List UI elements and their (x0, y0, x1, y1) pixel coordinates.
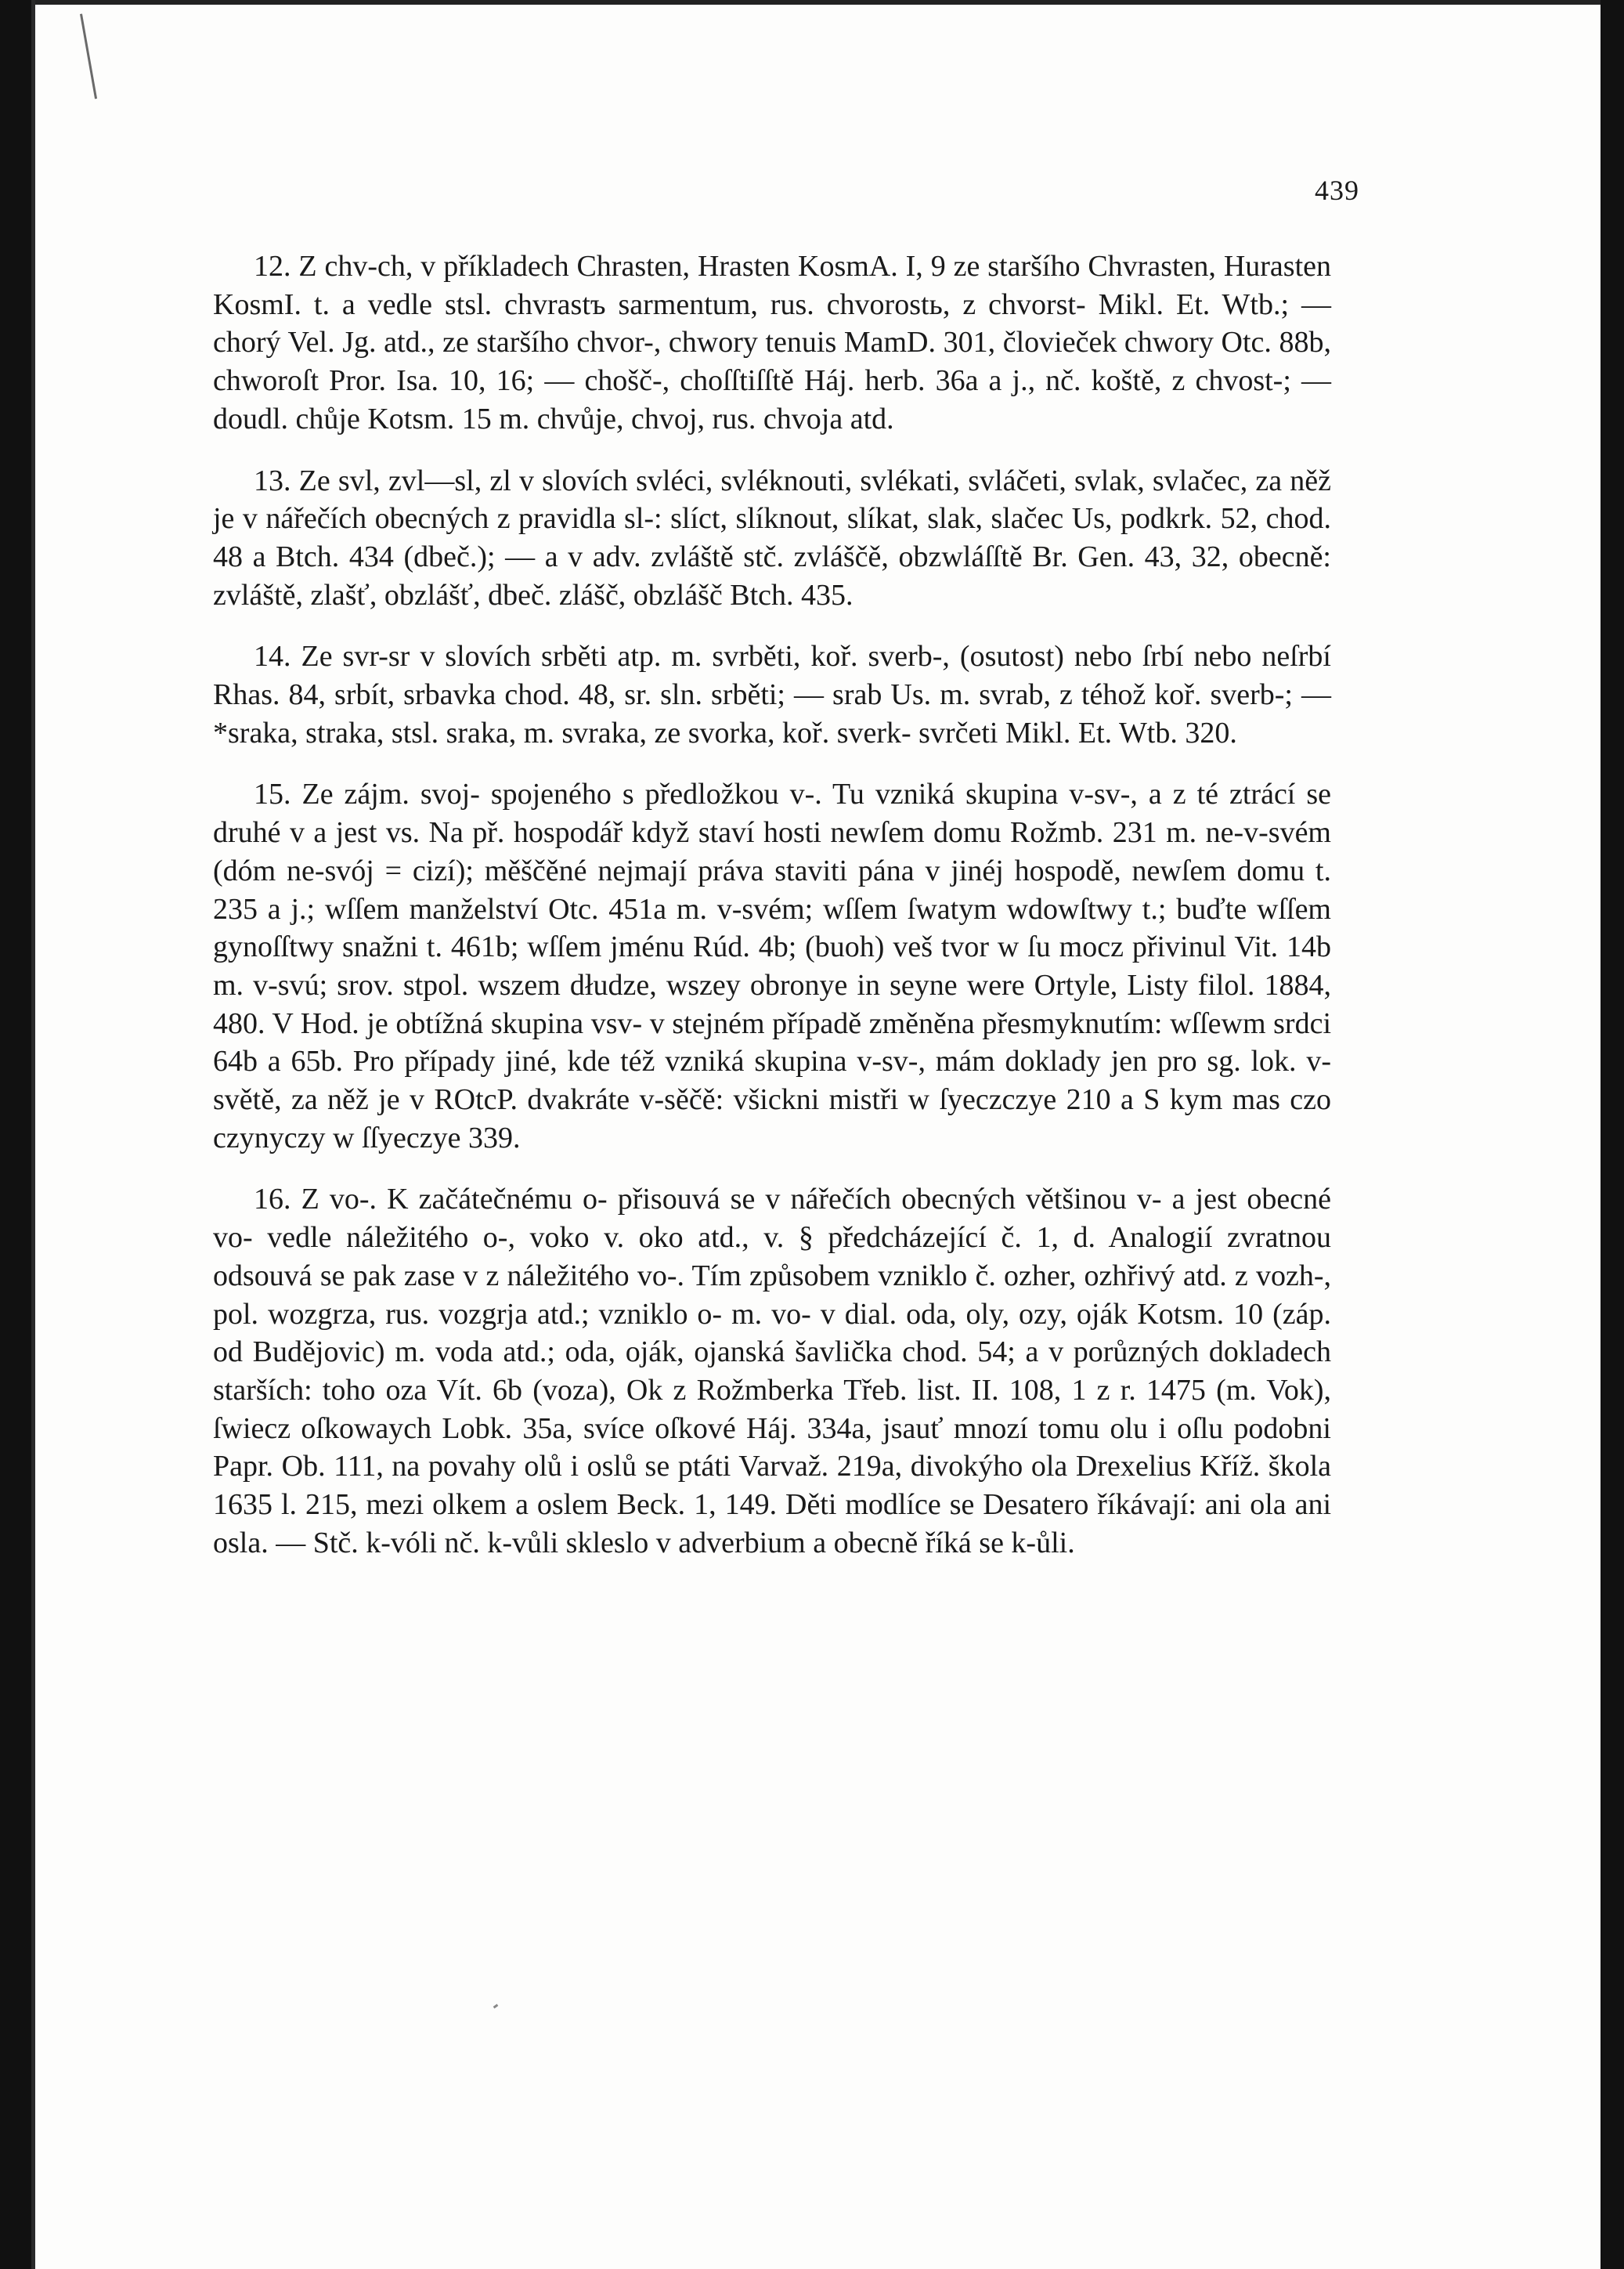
paragraph-16: 16. Z vo-. K začátečnému o- přisouvá se v nářečích obecných většinou v- a jest obecné vo- vedle náležitého o-, voko v. oko atd., v. § předcházející č. 1, d. Analogií zvratnou odsouvá se pak zase v z náležitého vo-. Tím způsobem vzniklo č. ozher, ozhřivý atd. z vozh-, pol. wozgrza, rus. vozgrja atd.; vzniklo o- m. vo- v dial. oda, oly, ozy, oják Kotsm. 10 (záp. od Budějovic) m. voda atd.; oda, oják, ojanská šavlička chod. 54; a v porůzných dokladech starších: toho oza Vít. 6b (voza), Ok z Rožmberka Třeb. list. II. 108, 1 z r. 1475 (m. Vok), ſwiecz oſkowaych Lobk. 35a, svíce oſkové Háj. 334a, jsauť mnozí tomu olu i oſlu podobni Papr. Ob. 111, na povahy olů i oslů se ptáti Varvaž. 219a, divokýho ola Drexelius Kříž. škola 1635 l. 215, mezi olkem a oslem Beck. 1, 149. Děti modlíce se Desatero říkávají: ani ola ani osla. — Stč. k-vóli nč. k-vůli skleslo v adverbium a obecně říká se k-ůli. (213, 1183, 1331, 1559)
page-number: 439 (1315, 175, 1359, 206)
paragraph-13: 13. Ze svl, zvl—sl, zl v slovích svléci, svléknouti, svlékati, svláčeti, svlak, svlačec, za něž je v nářečích obecných z pravidla sl-: slíct, slíknout, slíkat, slak, slačec Us, podkrk. 52, chod. 48 a Btch. 434 (dbeč.); — a v adv. zvláště stč. zvláščě, obzwláſſtě Br. Gen. 43, 32, obecně: zvláště, zlašť, obzlášť, dbeč. zlášč, obzlášč Btch. 435. (213, 464, 1331, 612)
scan-right-border (1601, 0, 1624, 2269)
paragraph-15: 15. Ze zájm. svoj- spojeného s předložkou v-. Tu vzniká skupina v-sv-, a z té ztrácí se druhé v a jest vs. Na př. hospodář když staví hosti newſem domu Rožmb. 231 m. ne-v-svém (dóm ne-svój = cizí); měščěné nejmají práva staviti pána v jinéj hospodě, newſem domu t. 235 a j.; wſſem manželství Otc. 451a m. v-svém; wſſem ſwatym wdowſtwy t.; buďte wſſem gynoſſtwy snažni t. 461b; wſſem jménu Rúd. 4b; (buoh) veš tvor w ſu mocz přivinul Vit. 14b m. v-svú; srov. stpol. wszem dłudze, wszey obronye in seyne were Ortyle, Listy filol. 1884, 480. V Hod. je obtížná skupina vsv- v stejném případě změněna přesmyknutím: wſſewm srdci 64b a 65b. Pro případy jiné, kde též vzniká skupina v-sv-, mám doklady jen pro sg. lok. v-světě, za něž je v ROtcP. dvakráte v-sěčě: všickni mistři w ſyeczczye 210 a S kym mas czo czynyczy w ſſyeczye 339. (213, 778, 1331, 1154)
paper-speck (493, 2004, 499, 2009)
scan-left-border (0, 0, 31, 2269)
body-text (213, 247, 1331, 1563)
scan-top-edge (0, 0, 1624, 5)
paragraph-14: 14. Ze svr-sr v slovích srběti atp. m. svrběti, koř. sverb-, (osutost) nebo ſrbí nebo neſrbí Rhas. 84, srbít, srbavka chod. 48, sr. sln. srběti; — srab Us. m. svrab, z téhož koř. sverb-; — *sraka, straka, stsl. sraka, m. svraka, ze svorka, koř. sverk- svrčeti Mikl. Et. Wtb. 320. (213, 640, 1331, 750)
paper-fold-mark (80, 13, 97, 99)
paragraph-12: 12. Z chv-ch, v příkladech Chrasten, Hrasten KosmA. I, 9 ze staršího Chvrasten, Hurasten KosmI. t. a vedle stsl. chvrastъ sarmentum, rus. chvorostь, z chvorst- Mikl. Et. Wtb.; — chorý Vel. Jg. atd., ze staršího chvor-, chwory tenuis MamD. 301, človieček chwory Otc. 88b, chworoſt Pror. Isa. 10, 16; — chošč-, choſſtiſſtě Háj. herb. 36a a j., nč. koště, z chvost-; — doudl. chůje Kotsm. 15 m. chvůje, chvoj, rus. chvoja atd. (213, 250, 1331, 435)
scan-binding-line (31, 0, 35, 2269)
